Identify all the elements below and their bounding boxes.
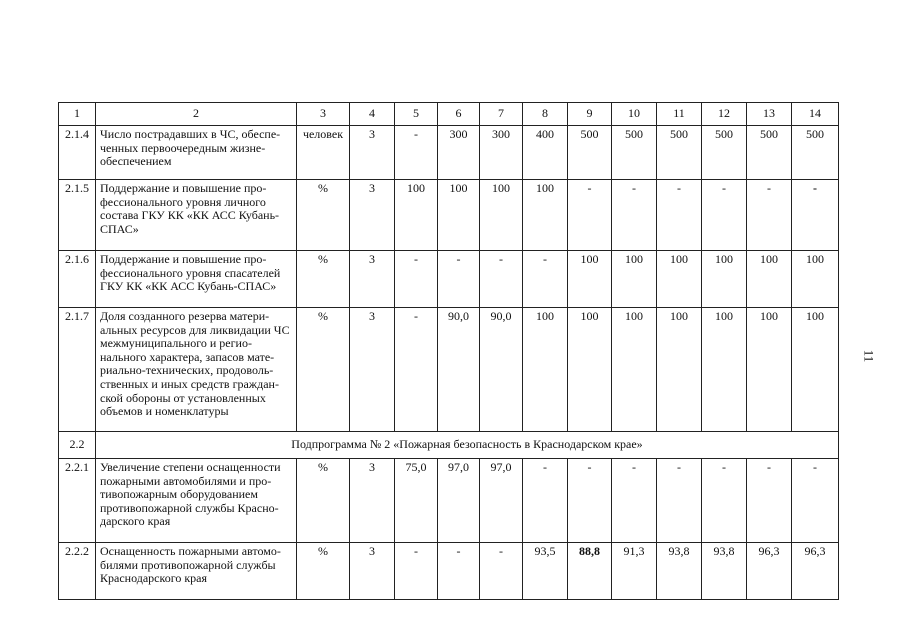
value-cell: 500	[702, 126, 747, 180]
unit-cell: %	[297, 251, 350, 308]
value-cell: 93,5	[523, 543, 568, 600]
header-cell: 4	[350, 103, 395, 126]
indicators-table	[58, 102, 839, 600]
header-cell: 9	[568, 103, 612, 126]
value-cell: 93,8	[702, 543, 747, 600]
value-cell: -	[480, 251, 523, 308]
value-cell: 100	[792, 308, 839, 432]
value-cell: 100	[568, 251, 612, 308]
unit-cell: %	[297, 459, 350, 543]
value-cell: 3	[350, 459, 395, 543]
value-cell: 100	[702, 251, 747, 308]
value-cell: 100	[480, 180, 523, 251]
row-number: 2.1.7	[59, 308, 96, 432]
value-cell: -	[395, 308, 438, 432]
header-cell: 7	[480, 103, 523, 126]
value-cell: 400	[523, 126, 568, 180]
value-cell: 93,8	[657, 543, 702, 600]
table-row	[59, 459, 839, 543]
page-number: 11	[861, 349, 877, 363]
value-cell: -	[568, 180, 612, 251]
indicator-name: Увеличение степени оснащенности пожарными автомобилями и про-тивопожарным оборудованием противопожарной службы Красно-дарского края	[96, 459, 297, 543]
value-cell: 300	[438, 126, 480, 180]
value-cell: 100	[747, 308, 792, 432]
value-cell: 96,3	[792, 543, 839, 600]
value-cell: -	[747, 180, 792, 251]
value-cell: 300	[480, 126, 523, 180]
row-number: 2.2.1	[59, 459, 96, 543]
indicator-name: Доля созданного резерва матери-альных ресурсов для ликвидации ЧС межмуниципального и регио-нального характера, запасов мате-риально-технических, продоволь-ственных и иных средств граждан-ской обороны от установленных объемов и номенклатуры	[96, 308, 297, 432]
header-cell: 3	[297, 103, 350, 126]
value-cell: 100	[395, 180, 438, 251]
value-cell: 500	[568, 126, 612, 180]
value-cell: 100	[438, 180, 480, 251]
header-cell: 6	[438, 103, 480, 126]
value-cell: -	[747, 459, 792, 543]
indicator-name: Поддержание и повышение про-фессионального уровня личного состава ГКУ КК «КК АСС Кубань-СПАС»	[96, 180, 297, 251]
subprogram-row	[59, 432, 839, 459]
value-cell: 100	[657, 251, 702, 308]
value-cell: 3	[350, 251, 395, 308]
table-row	[59, 308, 839, 432]
value-cell: 90,0	[480, 308, 523, 432]
header-cell: 1	[59, 103, 96, 126]
unit-cell: %	[297, 180, 350, 251]
row-number: 2.1.5	[59, 180, 96, 251]
value-cell: 75,0	[395, 459, 438, 543]
subprogram-title: Подпрограмма № 2 «Пожарная безопасность в Краснодарском крае»	[96, 432, 839, 459]
value-cell: 100	[612, 308, 657, 432]
value-cell: -	[702, 459, 747, 543]
value-cell: -	[438, 543, 480, 600]
value-cell: 90,0	[438, 308, 480, 432]
value-cell: -	[612, 459, 657, 543]
value-cell: 100	[657, 308, 702, 432]
value-cell: 100	[702, 308, 747, 432]
header-cell: 2	[96, 103, 297, 126]
header-row	[59, 103, 839, 126]
table-row	[59, 180, 839, 251]
value-cell: 100	[523, 180, 568, 251]
value-cell: -	[395, 251, 438, 308]
value-cell: 500	[792, 126, 839, 180]
value-cell: 91,3	[612, 543, 657, 600]
value-cell: 3	[350, 543, 395, 600]
value-cell: 88,8	[568, 543, 612, 600]
table-row	[59, 126, 839, 180]
unit-cell: %	[297, 543, 350, 600]
header-cell: 14	[792, 103, 839, 126]
header-cell: 12	[702, 103, 747, 126]
value-cell: 500	[657, 126, 702, 180]
value-cell: -	[657, 459, 702, 543]
value-cell: -	[657, 180, 702, 251]
header-cell: 13	[747, 103, 792, 126]
value-cell: -	[568, 459, 612, 543]
unit-cell: %	[297, 308, 350, 432]
value-cell: -	[523, 459, 568, 543]
value-cell: -	[792, 459, 839, 543]
indicator-name: Поддержание и повышение про-фессионального уровня спасателей ГКУ КК «КК АСС Кубань-СПАС»	[96, 251, 297, 308]
value-cell: 97,0	[480, 459, 523, 543]
value-cell: 100	[523, 308, 568, 432]
value-cell: 100	[612, 251, 657, 308]
value-cell: 500	[612, 126, 657, 180]
value-cell: 3	[350, 126, 395, 180]
value-cell: 3	[350, 308, 395, 432]
value-cell: -	[702, 180, 747, 251]
unit-cell: человек	[297, 126, 350, 180]
value-cell: -	[612, 180, 657, 251]
value-cell: -	[480, 543, 523, 600]
value-cell: 500	[747, 126, 792, 180]
table-row	[59, 251, 839, 308]
value-cell: 3	[350, 180, 395, 251]
value-cell: 100	[568, 308, 612, 432]
header-cell: 10	[612, 103, 657, 126]
row-number: 2.2.2	[59, 543, 96, 600]
value-cell: -	[792, 180, 839, 251]
indicator-name: Число пострадавших в ЧС, обеспе-ченных первоочередным жизне-обеспечением	[96, 126, 297, 180]
table-row	[59, 543, 839, 600]
value-cell: -	[395, 126, 438, 180]
header-cell: 8	[523, 103, 568, 126]
value-cell: 100	[747, 251, 792, 308]
value-cell: -	[395, 543, 438, 600]
row-number: 2.1.6	[59, 251, 96, 308]
header-cell: 11	[657, 103, 702, 126]
value-cell: 97,0	[438, 459, 480, 543]
value-cell: 96,3	[747, 543, 792, 600]
indicator-name: Оснащенность пожарными автомо-билями противопожарной службы Краснодарского края	[96, 543, 297, 600]
header-cell: 5	[395, 103, 438, 126]
value-cell: -	[523, 251, 568, 308]
value-cell: 100	[792, 251, 839, 308]
row-number: 2.2	[59, 432, 96, 459]
row-number: 2.1.4	[59, 126, 96, 180]
value-cell: -	[438, 251, 480, 308]
